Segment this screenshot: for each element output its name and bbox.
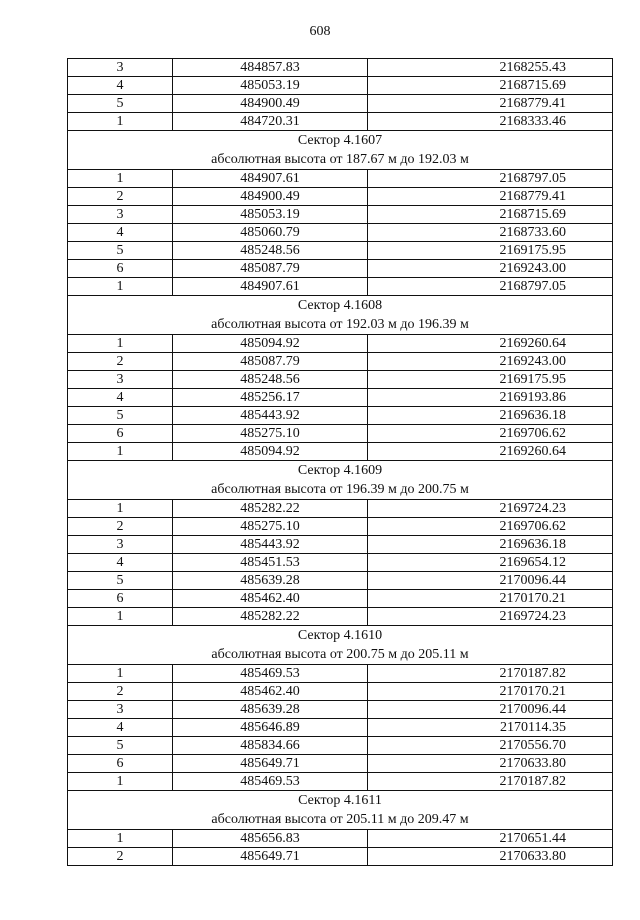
x-coordinate-cell: 485462.40 [173,590,368,608]
y-coordinate-cell: 2170633.80 [368,848,613,866]
table-row [68,572,613,590]
table-row [68,554,613,572]
table-row [68,170,613,188]
x-coordinate-cell: 485060.79 [173,224,368,242]
table-row [68,335,613,353]
table-row [68,77,613,95]
x-coordinate-cell: 485094.92 [173,335,368,353]
sector-header [68,461,613,500]
table-row [68,353,613,371]
y-coordinate-cell: 2170187.82 [368,665,613,683]
x-coordinate-cell: 485649.71 [173,848,368,866]
y-coordinate-cell: 2168255.43 [368,59,613,77]
table-row [68,59,613,77]
point-number-cell: 3 [68,371,173,389]
x-coordinate-cell: 485248.56 [173,371,368,389]
x-coordinate-cell: 485248.56 [173,242,368,260]
y-coordinate-cell: 2170170.21 [368,683,613,701]
sector-height-range: абсолютная высота от 187.67 м до 192.03 м [211,152,469,167]
y-coordinate-cell: 2168715.69 [368,77,613,95]
table-row [68,755,613,773]
point-number-cell: 4 [68,554,173,572]
point-number-cell: 1 [68,665,173,683]
table-row [68,737,613,755]
table-row [68,224,613,242]
y-coordinate-cell: 2170170.21 [368,590,613,608]
x-coordinate-cell: 485087.79 [173,353,368,371]
point-number-cell: 3 [68,701,173,719]
point-number-cell: 4 [68,77,173,95]
point-number-cell: 5 [68,737,173,755]
point-number-cell: 5 [68,407,173,425]
x-coordinate-cell: 484900.49 [173,188,368,206]
table-row [68,719,613,737]
point-number-cell: 2 [68,848,173,866]
y-coordinate-cell: 2169724.23 [368,608,613,626]
x-coordinate-cell: 485053.19 [173,206,368,224]
y-coordinate-cell: 2169706.62 [368,425,613,443]
point-number-cell: 4 [68,224,173,242]
x-coordinate-cell: 485094.92 [173,443,368,461]
point-number-cell: 3 [68,536,173,554]
y-coordinate-cell: 2169260.64 [368,443,613,461]
x-coordinate-cell: 485646.89 [173,719,368,737]
point-number-cell: 5 [68,242,173,260]
y-coordinate-cell: 2168333.46 [368,113,613,131]
point-number-cell: 2 [68,188,173,206]
table-row [68,113,613,131]
point-number-cell: 5 [68,572,173,590]
sector-height-range: абсолютная высота от 200.75 м до 205.11 м [211,647,469,662]
y-coordinate-cell: 2170114.35 [368,719,613,737]
y-coordinate-cell: 2169260.64 [368,335,613,353]
y-coordinate-cell: 2169175.95 [368,371,613,389]
point-number-cell: 1 [68,773,173,791]
page-number: 608 [309,24,331,39]
x-coordinate-cell: 485469.53 [173,665,368,683]
table-row [68,260,613,278]
x-coordinate-cell: 484900.49 [173,95,368,113]
sector-header-row [68,131,613,170]
x-coordinate-cell: 485087.79 [173,260,368,278]
x-coordinate-cell: 485053.19 [173,77,368,95]
table-row [68,443,613,461]
sector-header-row [68,626,613,665]
y-coordinate-cell: 2168779.41 [368,95,613,113]
x-coordinate-cell: 485462.40 [173,683,368,701]
table-row [68,830,613,848]
table-row [68,206,613,224]
x-coordinate-cell: 484907.61 [173,170,368,188]
point-number-cell: 1 [68,443,173,461]
coordinates-table [67,58,613,866]
y-coordinate-cell: 2170096.44 [368,572,613,590]
point-number-cell: 6 [68,425,173,443]
sector-header [68,626,613,665]
point-number-cell: 3 [68,59,173,77]
sector-title: Сектор 4.1609 [297,463,383,478]
table-row [68,407,613,425]
sector-height-range: абсолютная высота от 192.03 м до 196.39 м [211,317,469,332]
x-coordinate-cell: 485639.28 [173,701,368,719]
x-coordinate-cell: 485451.53 [173,554,368,572]
point-number-cell: 6 [68,260,173,278]
y-coordinate-cell: 2169706.62 [368,518,613,536]
table-row [68,242,613,260]
y-coordinate-cell: 2169654.12 [368,554,613,572]
x-coordinate-cell: 485282.22 [173,500,368,518]
table-row [68,608,613,626]
y-coordinate-cell: 2168797.05 [368,278,613,296]
point-number-cell: 1 [68,335,173,353]
sector-header [68,131,613,170]
point-number-cell: 4 [68,719,173,737]
point-number-cell: 3 [68,206,173,224]
x-coordinate-cell: 485656.83 [173,830,368,848]
point-number-cell: 1 [68,608,173,626]
table-row [68,590,613,608]
x-coordinate-cell: 485443.92 [173,536,368,554]
y-coordinate-cell: 2168779.41 [368,188,613,206]
point-number-cell: 1 [68,830,173,848]
x-coordinate-cell: 484907.61 [173,278,368,296]
table-row [68,536,613,554]
table-row [68,188,613,206]
x-coordinate-cell: 485649.71 [173,755,368,773]
table-row [68,518,613,536]
y-coordinate-cell: 2168715.69 [368,206,613,224]
table-row [68,665,613,683]
sector-title: Сектор 4.1607 [297,133,383,148]
table-row [68,425,613,443]
sector-header-row [68,461,613,500]
sector-header-row [68,791,613,830]
y-coordinate-cell: 2170187.82 [368,773,613,791]
x-coordinate-cell: 485282.22 [173,608,368,626]
table-row [68,278,613,296]
sector-title: Сектор 4.1611 [298,793,382,808]
y-coordinate-cell: 2169243.00 [368,260,613,278]
x-coordinate-cell: 485469.53 [173,773,368,791]
sector-header [68,296,613,335]
x-coordinate-cell: 485256.17 [173,389,368,407]
table-row [68,701,613,719]
sector-header [68,791,613,830]
table-row [68,500,613,518]
point-number-cell: 1 [68,500,173,518]
x-coordinate-cell: 485275.10 [173,425,368,443]
sector-header-row [68,296,613,335]
point-number-cell: 2 [68,683,173,701]
x-coordinate-cell: 485639.28 [173,572,368,590]
point-number-cell: 6 [68,590,173,608]
y-coordinate-cell: 2170633.80 [368,755,613,773]
table-row [68,773,613,791]
y-coordinate-cell: 2170096.44 [368,701,613,719]
y-coordinate-cell: 2170651.44 [368,830,613,848]
sector-title: Сектор 4.1608 [297,298,383,313]
table-row [68,95,613,113]
x-coordinate-cell: 485443.92 [173,407,368,425]
point-number-cell: 4 [68,389,173,407]
y-coordinate-cell: 2169636.18 [368,536,613,554]
sector-height-range: абсолютная высота от 196.39 м до 200.75 м [211,482,469,497]
table-row [68,371,613,389]
x-coordinate-cell: 484720.31 [173,113,368,131]
point-number-cell: 2 [68,518,173,536]
y-coordinate-cell: 2169724.23 [368,500,613,518]
x-coordinate-cell: 484857.83 [173,59,368,77]
point-number-cell: 6 [68,755,173,773]
sector-title: Сектор 4.1610 [297,628,383,643]
table-row [68,389,613,407]
y-coordinate-cell: 2169193.86 [368,389,613,407]
table-row [68,848,613,866]
table-row [68,683,613,701]
y-coordinate-cell: 2169243.00 [368,353,613,371]
point-number-cell: 1 [68,113,173,131]
y-coordinate-cell: 2168797.05 [368,170,613,188]
point-number-cell: 5 [68,95,173,113]
y-coordinate-cell: 2169636.18 [368,407,613,425]
coordinates-table-body [68,59,613,866]
sector-height-range: абсолютная высота от 205.11 м до 209.47 м [211,812,469,827]
point-number-cell: 1 [68,278,173,296]
point-number-cell: 2 [68,353,173,371]
x-coordinate-cell: 485834.66 [173,737,368,755]
y-coordinate-cell: 2170556.70 [368,737,613,755]
x-coordinate-cell: 485275.10 [173,518,368,536]
y-coordinate-cell: 2169175.95 [368,242,613,260]
y-coordinate-cell: 2168733.60 [368,224,613,242]
point-number-cell: 1 [68,170,173,188]
